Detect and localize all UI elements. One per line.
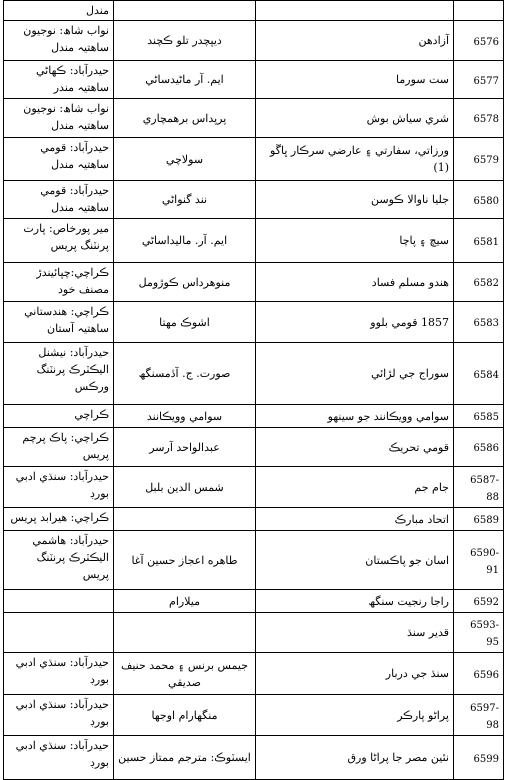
- publisher-cell: مير پورخاص: پارت پرنٽنگ پريس: [4, 219, 114, 263]
- title-cell: نئين مصر جا پراڻا ورق: [256, 736, 454, 780]
- publisher-cell: حيدرآباد: ڪھاڻي ساھتيہ مندر: [4, 61, 114, 99]
- publisher-cell: مندل: [4, 1, 114, 21]
- number-cell: 6597-98: [454, 695, 504, 736]
- title-cell: قدير سنڌ: [256, 613, 454, 653]
- author-cell: ايم. آر ماڻيدساڻي: [114, 61, 256, 99]
- author-cell: [114, 508, 256, 531]
- title-cell: سنڌ جي دربار: [256, 653, 454, 695]
- author-cell: شمس الدين بلبل: [114, 467, 256, 508]
- publisher-cell: حيدرآباد: سنڌي ادبي بورڊ: [4, 653, 114, 695]
- publisher-cell: نواب شاھ: نوجيون ساھتيہ مندل: [4, 21, 114, 61]
- publisher-cell: ڪراچي: ھندستاني ساھتيہ آستان: [4, 302, 114, 343]
- author-cell: ايسٽوڪ: مترجم ممتاز حسين: [114, 736, 256, 780]
- table-row: [4, 99, 504, 138]
- title-cell: اتحاد مبارڪ: [256, 508, 454, 531]
- publisher-cell: حيدرآباد: سنڌي ادبي بورڊ: [4, 736, 114, 780]
- publisher-cell: ڪراچي: ھيرابد پريس: [4, 508, 114, 531]
- title-cell: آزادھن: [256, 21, 454, 61]
- number-cell: 6578: [454, 99, 504, 138]
- table-row: [4, 181, 504, 219]
- publisher-cell: ڪراچي: [4, 405, 114, 428]
- publisher-cell: حيدرآباد: قومي ساھتيہ مندل: [4, 181, 114, 219]
- number-cell: 6583: [454, 302, 504, 343]
- author-cell: سولاچي: [114, 138, 256, 181]
- table-row: [4, 263, 504, 302]
- author-cell: ديپچدر تلو ڪچند: [114, 21, 256, 61]
- catalog-table: [3, 0, 504, 780]
- number-cell: 6584: [454, 343, 504, 405]
- publisher-cell: [4, 590, 114, 613]
- number-cell: 6586: [454, 428, 504, 467]
- author-cell: صورت. ج. آڏمسنگھ: [114, 343, 256, 405]
- title-cell: پراڻو پارڪر: [256, 695, 454, 736]
- author-cell: [114, 613, 256, 653]
- number-cell: 6579: [454, 138, 504, 181]
- publisher-cell: ڪراچي:چپائيندڙ مصنف خود: [4, 263, 114, 302]
- title-cell: ورزاتي، سفارتي ۽ عارضي سرڪار ڀاڱو (1): [256, 138, 454, 181]
- publisher-cell: حيدرآباد: سنڌي ادبي بورڊ: [4, 467, 114, 508]
- table-row: [4, 653, 504, 695]
- title-cell: ست سورما: [256, 61, 454, 99]
- author-cell: جيمس برنس ۽ محمد حنيف صديقي: [114, 653, 256, 695]
- title-cell: جليا ناوالا ڪوسن: [256, 181, 454, 219]
- number-cell: 6587-88: [454, 467, 504, 508]
- number-cell: 6593-95: [454, 613, 504, 653]
- number-cell: 6580: [454, 181, 504, 219]
- title-cell: راجا رنجيت سنگھ: [256, 590, 454, 613]
- number-cell: [454, 1, 504, 21]
- table-row: [4, 695, 504, 736]
- author-cell: عبدالواحد آرسر: [114, 428, 256, 467]
- table-row: [4, 428, 504, 467]
- number-cell: 6590-91: [454, 531, 504, 590]
- title-cell: ھندو مسلم فساد: [256, 263, 454, 302]
- author-cell: ايم. آر. ماليداساڻي: [114, 219, 256, 263]
- catalog-rows: [4, 1, 504, 780]
- table-row: [4, 590, 504, 613]
- number-cell: 6599: [454, 736, 504, 780]
- publisher-cell: نواب شاھ: نوجيون ساھتيہ مندل: [4, 99, 114, 138]
- table-row: [4, 138, 504, 181]
- title-cell: [256, 1, 454, 21]
- title-cell: جام جم: [256, 467, 454, 508]
- author-cell: سوامي وويڪانند: [114, 405, 256, 428]
- title-cell: سوامي وويڪانند جو سينھو: [256, 405, 454, 428]
- number-cell: 6592: [454, 590, 504, 613]
- number-cell: 6596: [454, 653, 504, 695]
- author-cell: منگھارام اوجھا: [114, 695, 256, 736]
- table-row: [4, 1, 504, 21]
- number-cell: 6582: [454, 263, 504, 302]
- table-row: [4, 508, 504, 531]
- table-row: [4, 302, 504, 343]
- publisher-cell: حيدرآباد: سنڌي ادبي بورڊ: [4, 695, 114, 736]
- table-row: [4, 21, 504, 61]
- number-cell: 6589: [454, 508, 504, 531]
- title-cell: سوراج جي لڙائي: [256, 343, 454, 405]
- table-row: [4, 343, 504, 405]
- table-row: [4, 405, 504, 428]
- title-cell: اسان جو پاڪستان: [256, 531, 454, 590]
- title-cell: شري سياش بوش: [256, 99, 454, 138]
- author-cell: پرپداس برھمچاري: [114, 99, 256, 138]
- author-cell: [114, 1, 256, 21]
- author-cell: منوھرداس ڪوڙومل: [114, 263, 256, 302]
- title-cell: 1857 قومي بلوو: [256, 302, 454, 343]
- author-cell: طاھره اعجاز حسين آغا: [114, 531, 256, 590]
- number-cell: 6577: [454, 61, 504, 99]
- author-cell: ميلارام: [114, 590, 256, 613]
- publisher-cell: حيدرآباد: قومي ساھتيہ مندل: [4, 138, 114, 181]
- publisher-cell: حيدرآباد: ھاشمي اليڪٽرڪ پرنٽنگ پريس: [4, 531, 114, 590]
- table-row: [4, 531, 504, 590]
- table-row: [4, 219, 504, 263]
- publisher-cell: حيدرآباد: نيشنل اليڪٽرڪ پرنٽنگ ورڪس: [4, 343, 114, 405]
- title-cell: سيچ ۽ پاچا: [256, 219, 454, 263]
- table-row: [4, 736, 504, 780]
- publisher-cell: ڪراچي: پاڪ پرچم پريس: [4, 428, 114, 467]
- table-row: [4, 467, 504, 508]
- title-cell: قومي تحريڪ: [256, 428, 454, 467]
- number-cell: 6581: [454, 219, 504, 263]
- author-cell: اشوڪ مھتا: [114, 302, 256, 343]
- table-row: [4, 61, 504, 99]
- table-row: [4, 613, 504, 653]
- number-cell: 6585: [454, 405, 504, 428]
- publisher-cell: [4, 613, 114, 653]
- author-cell: نند گنواڻي: [114, 181, 256, 219]
- number-cell: 6576: [454, 21, 504, 61]
